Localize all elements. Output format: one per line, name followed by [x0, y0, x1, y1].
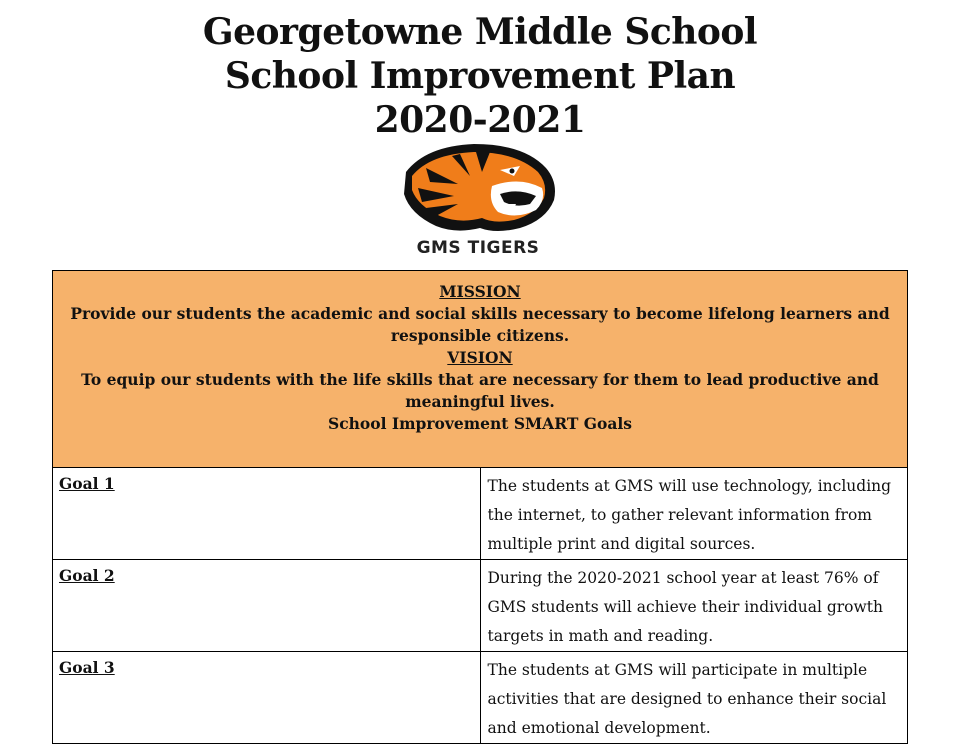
improvement-plan-table — [52, 270, 908, 744]
plan-title: School Improvement Plan — [224, 55, 736, 97]
goal-label: Goal 2 — [53, 560, 481, 652]
goal-text: The students at GMS will use technology, including the internet, to gather relevant information from multiple print and digital sources. — [480, 468, 908, 560]
mission-vision-row — [53, 271, 908, 468]
vision-label: VISION — [447, 348, 513, 367]
goal-row — [53, 560, 908, 652]
goal-row — [53, 468, 908, 560]
school-name: Georgetowne Middle School — [202, 11, 758, 53]
goal-label: Goal 3 — [53, 652, 481, 744]
page-title — [0, 10, 960, 142]
goal-text: During the 2020-2021 school year at least 76% of GMS students will achieve their individual growth targets in math and reading. — [480, 560, 908, 652]
logo-text: GMS TIGERS — [416, 238, 540, 258]
tiger-head-icon — [396, 142, 560, 238]
goal-label: Goal 1 — [53, 468, 481, 560]
mission-vision-cell — [53, 271, 908, 468]
goal-text: The students at GMS will participate in multiple activities that are designed to enhance their social and emotional development. — [480, 652, 908, 744]
mission-text: Provide our students the academic and social skills necessary to become lifelong learners and responsible citizens. — [70, 304, 890, 345]
school-year: 2020-2021 — [374, 99, 586, 141]
smart-goals-heading: School Improvement SMART Goals — [328, 414, 632, 433]
vision-text: To equip our students with the life skills that are necessary for them to lead productive and meaningful lives. — [81, 370, 879, 411]
gms-tigers-logo — [396, 142, 560, 264]
mission-label: MISSION — [439, 282, 521, 301]
goal-row — [53, 652, 908, 744]
